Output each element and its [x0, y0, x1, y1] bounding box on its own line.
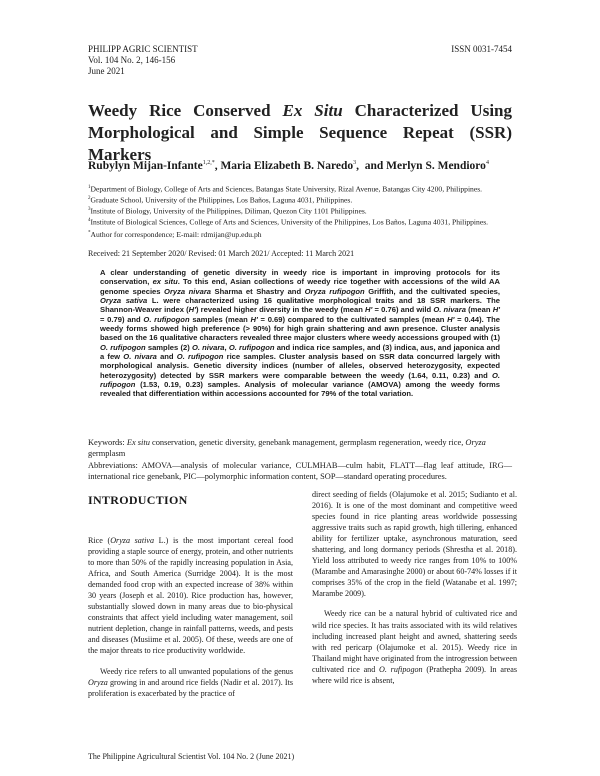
- abs-italic: Oryza nivara: [164, 286, 212, 296]
- affil-text-1: Department of Biology, College of Arts and Sciences, Batangas State University, Rizal Avenue, Batangas City 4200, Philippines.: [90, 184, 483, 194]
- abs-italic: O. rufipogon: [176, 352, 224, 362]
- author-3-affil: 4: [485, 160, 489, 167]
- correspondence: [88, 230, 262, 239]
- abs-seg: ,: [224, 342, 229, 352]
- intro-paragraph-3: direct seeding of fields (Olajumoke et al. 2015; Sudianto et al. 2016). It is one of the most dominant and competitive weed species found in rice planting areas worldwide possessing aggressive traits such as rapid growth, high tillering, enhanced ability for fertilizer uptake, asynchronous maturation, seed shattering, and long dormancy periods (Shrestha et al. 2018). Yield loss attributed to weedy rice ranges from 10% to 100% (Marambe and Amarasinghe 2000) or about 60-74% losses if it comprises 35% of the crop in the field (Watanabe et al. 1997; Marambe 2009).: [312, 490, 517, 599]
- corr-sup: *: [88, 230, 91, 236]
- abs-seg: samples (2): [145, 342, 192, 352]
- abs-italic: Oryza rufipogon: [304, 286, 365, 296]
- author-2: Maria Elizabeth B. Naredo: [220, 160, 354, 172]
- section-heading-introduction: INTRODUCTION: [88, 493, 188, 507]
- title-part-2: Characterized Using: [342, 101, 512, 120]
- author-1: Rubylyn Mijan-Infante: [88, 160, 203, 172]
- journal-name: PHILIPP AGRIC SCIENTIST: [88, 44, 198, 54]
- abs-seg: rice samples. Cluster analysis based on SSR data concurred largely with morphological analysis. Genetic diversity indices (number of alleles, observed heterozygosity, expected heterozygosity) detected by SSR markers were comparable between the weedy (1.64, 0.11, 0.23) and: [100, 352, 500, 380]
- abs-seg: and: [156, 352, 177, 362]
- author-2-affil: 3: [353, 160, 357, 167]
- affil-sup-1: 1: [88, 185, 91, 190]
- abs-seg: (1.53, 0.19, 0.23) samples. Analysis of molecular variance (AMOVA) among the weedy forms revealed that differentiation within accessions accounted for 79% of the total variation.: [100, 380, 500, 399]
- keywords-text-2: germplasm: [88, 449, 126, 458]
- affil-sup-2: 2: [88, 195, 91, 201]
- affil-text-4: Institute of Biological Sciences, College of Arts and Sciences, University of the Philippines, Los Baños, Laguna 4031, Philippines.: [90, 217, 489, 227]
- keywords-italic-2: Oryza: [465, 438, 486, 447]
- title-part-1: Weedy Rice Conserved: [88, 101, 283, 120]
- journal-volume: Vol. 104 No. 2, 146-156: [88, 55, 176, 65]
- issn: ISSN 0031-7454: [451, 44, 512, 54]
- article-title: [88, 100, 512, 166]
- affil-sup-4: 4: [88, 217, 91, 223]
- abs-italic: O. rufipogon: [100, 342, 146, 352]
- abbreviations: Abbreviations: AMOVA—analysis of molecular variance, CULMHAB—culm habit, FLATT—flag leaf attitude, IRG—international rice genebank, PIC—polymorphic information content, SOP—standard operating procedures.: [88, 461, 512, 481]
- abs-seg: L. were characterized using 16 qualitative morphological traits and 18 SSR markers. The Shannon-Weaver index (: [100, 296, 501, 315]
- abs-seg: = 0.69) compared to the cultivated samples (mean: [257, 314, 448, 324]
- abs-seg: and indica rice samples, and (3) indica, aus, and japonica and a few: [100, 342, 500, 362]
- affiliation-3: [88, 205, 518, 216]
- page-footer: The Philippine Agricultural Scientist Vol. 104 No. 2 (June 2021): [88, 752, 295, 761]
- corr-text: Author for correspondence; E-mail: rdmijan@up.edu.ph: [90, 230, 262, 239]
- intro-paragraph-2: [88, 666, 293, 699]
- abs-italic: O. rufipogon: [100, 370, 500, 390]
- intro-paragraph-4: [312, 608, 517, 685]
- abstract: [100, 268, 500, 399]
- abs-italic: H': [492, 305, 500, 315]
- intro-paragraph-1: [88, 535, 293, 657]
- abs-seg: (mean: [465, 305, 493, 315]
- abs-italic: H': [447, 314, 455, 324]
- abs-italic: Oryza sativa: [100, 296, 148, 306]
- abs-italic: O. rufipogon: [228, 342, 275, 352]
- abs-seg: = 0.44). The weedy forms showed high preference (> 90%) for high grain shattering and awn presence. Cluster analysis based on the 16 qualitative characters revealed three major clusters where weedy accessions grouped with (1): [100, 314, 500, 343]
- affil-text-2: Graduate School, University of the Philippines, Los Baños, Laguna 4031, Philippines.: [90, 195, 353, 205]
- abs-seg: ) revealed higher diversity in the weedy (mean: [195, 305, 366, 315]
- author-list: Rubylyn Mijan-Infante$^{1,2,*}$, Maria Elizabeth B. Naredo$^3$, and Merlyn S. Mendioro$^4$: [88, 160, 489, 172]
- abs-seg: samples (mean: [189, 314, 251, 324]
- abs-seg: A clear understanding of genetic diversity in weedy rice is important in improving protocols for its conservation,: [100, 268, 500, 287]
- abs-italic: O. nivara: [191, 342, 225, 352]
- abs-italic: O. nivara: [433, 305, 466, 315]
- journal-date: June 2021: [88, 66, 125, 76]
- affiliation-1: [88, 183, 518, 194]
- abs-italic: O. rufipogon: [143, 314, 190, 324]
- abs-seg: Griffith, and the cultivated species,: [364, 286, 501, 296]
- keywords-italic: Ex situ: [126, 438, 150, 447]
- intro-right-column: [312, 489, 517, 695]
- affiliation-2: [88, 194, 518, 205]
- title-italic: Ex Situ: [282, 101, 343, 120]
- affil-text-3: Institute of Biology, University of the Philippines, Diliman, Quezon City 1101 Philippines.: [90, 206, 367, 216]
- intro-italic: Oryza: [88, 677, 108, 687]
- abs-italic: ex situ: [152, 277, 178, 287]
- keywords-text: conservation, genetic diversity, genebank management, germplasm regeneration, weedy rice,: [149, 438, 466, 447]
- title-line-2: Morphological and Simple Sequence Repeat (SSR) Markers: [88, 123, 512, 164]
- abs-italic: O. nivara: [123, 352, 157, 362]
- keywords-label: Keywords:: [88, 438, 127, 447]
- intro-seg: Weedy rice refers to all unwanted populations of the genus: [100, 666, 293, 676]
- affiliations: [88, 183, 518, 227]
- affiliation-4: [88, 216, 518, 227]
- abs-seg: = 0.76) and wild: [372, 305, 434, 315]
- abs-italic: H': [365, 305, 373, 315]
- journal-header: [88, 44, 198, 77]
- abs-seg: = 0.79) and: [100, 314, 144, 324]
- intro-italic: Oryza sativa: [110, 536, 154, 545]
- abs-italic: H': [250, 314, 258, 324]
- intro-seg: (Prathepha 2009). In areas where wild rice is absent,: [312, 664, 517, 685]
- abs-seg: Sharma et Shastry and: [211, 286, 305, 296]
- submission-dates: Received: 21 September 2020/ Revised: 01 March 2021/ Accepted: 11 March 2021: [88, 249, 355, 258]
- abs-seg: . To this end, Asian collections of weedy rice together with accessions of the wild AA genome species: [100, 277, 501, 296]
- intro-seg: Weedy rice can be a natural hybrid of cultivated rice and wild rice species. It has traits associated with its wild relatives including increased plant height and awned, shattering seeds with red pericarp (Olajumoke et al. 2015). Weedy rice in Thailand might have originated from the introgression between cultivated rice and: [312, 609, 517, 674]
- keywords: [88, 437, 512, 459]
- intro-seg: L.) is the most important cereal food providing a staple source of energy, protein, and other nutrients to more than 50% of the rapidly increasing population in Asia, Africa, and South America (Surridge 2004). It is the most demanded food crop with an expected increase of 38% within 30 years (Joseph et al. 2010). Rice production has, however, substantially slowed down in many areas due to bio-physical constraints that affect yield including water management, soil nutrient depletion, change in rainfall patterns, weeds, and pests and diseases (Musiime et al. 2005). Of these, weeds are one of the major threats to rice productivity worldwide.: [88, 536, 293, 656]
- affil-sup-3: 3: [88, 206, 91, 212]
- intro-seg: Rice (: [88, 536, 111, 545]
- intro-left-column: [88, 535, 293, 708]
- author-1-affil: 1,2,*: [202, 160, 215, 167]
- intro-seg: growing in and around rice fields (Nadir et al. 2017). Its proliferation is exacerbated by the practice of: [88, 677, 293, 698]
- author-3: and Merlyn S. Mendioro: [364, 160, 486, 172]
- intro-italic: O. rufipogon: [379, 664, 423, 674]
- abs-italic: H': [188, 305, 196, 315]
